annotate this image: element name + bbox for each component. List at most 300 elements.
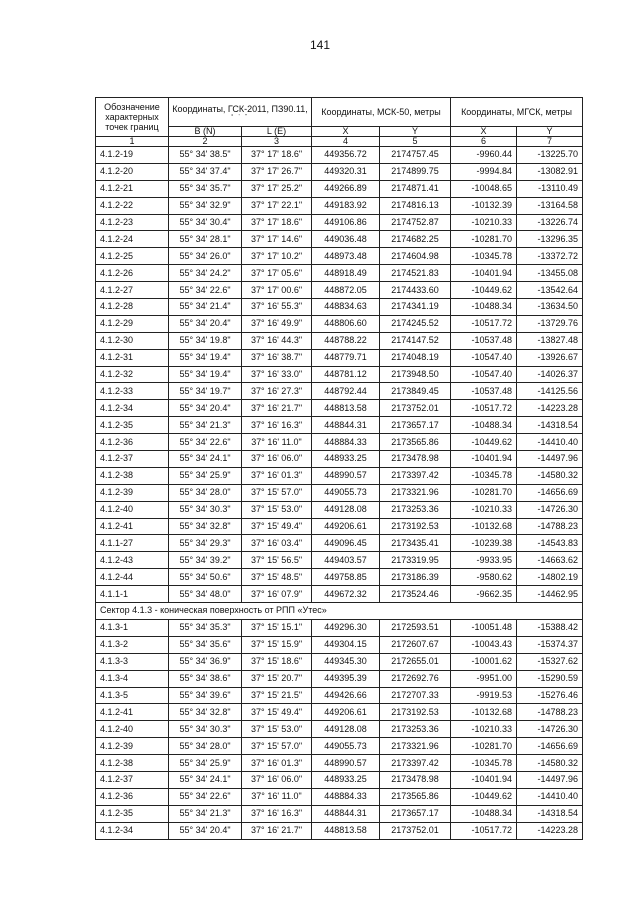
cell-y-msk: 2173192.53 bbox=[380, 704, 451, 721]
cell-x-mgsk: -9919.53 bbox=[451, 687, 517, 704]
cell-y-mgsk: -14580.32 bbox=[517, 467, 583, 484]
cell-y-mgsk: -13455.08 bbox=[517, 265, 583, 282]
header-subrow bbox=[96, 127, 583, 137]
header-number-row bbox=[96, 137, 583, 147]
header-num: 6 bbox=[451, 137, 517, 147]
table-row bbox=[96, 315, 583, 332]
coordinates-table bbox=[95, 97, 583, 840]
cell-point-id: 4.1.3-2 bbox=[96, 636, 169, 653]
cell-x-mgsk: -9662.35 bbox=[451, 586, 517, 603]
cell-longitude-l: 37° 16' 11.0" bbox=[242, 434, 312, 451]
cell-y-mgsk: -13082.91 bbox=[517, 163, 583, 180]
cell-x-mgsk: -10547.40 bbox=[451, 349, 517, 366]
cell-y-msk: 2173321.96 bbox=[380, 484, 451, 501]
cell-point-id: 4.1.2-29 bbox=[96, 315, 169, 332]
cell-x-mgsk: -10345.78 bbox=[451, 467, 517, 484]
cell-point-id: 4.1.2-41 bbox=[96, 704, 169, 721]
table-row bbox=[96, 535, 583, 552]
table-row bbox=[96, 805, 583, 822]
cell-y-msk: 2172593.51 bbox=[380, 619, 451, 636]
header-num: 4 bbox=[312, 137, 380, 147]
cell-longitude-l: 37° 16' 21.7" bbox=[242, 400, 312, 417]
cell-x-mgsk: -10001.62 bbox=[451, 653, 517, 670]
cell-y-msk: 2173253.36 bbox=[380, 721, 451, 738]
cell-longitude-l: 37° 15' 56.5" bbox=[242, 552, 312, 569]
table-row bbox=[96, 721, 583, 738]
cell-latitude-b: 55° 34' 32.8" bbox=[169, 518, 242, 535]
cell-y-mgsk: -14726.30 bbox=[517, 501, 583, 518]
cell-y-msk: 2173565.86 bbox=[380, 788, 451, 805]
cell-y-msk: 2174682.25 bbox=[380, 231, 451, 248]
section-row bbox=[96, 603, 583, 620]
header-gsk-label: Координаты, ГСК-2011, ПЗ90.11, bbox=[172, 104, 308, 114]
page-number: 141 bbox=[309, 38, 331, 52]
cell-point-id: 4.1.2-34 bbox=[96, 400, 169, 417]
cell-y-msk: 2172707.33 bbox=[380, 687, 451, 704]
cell-longitude-l: 37° 17' 22.1" bbox=[242, 197, 312, 214]
header-gsk-units: ° ' " bbox=[231, 114, 249, 120]
header-num: 7 bbox=[517, 137, 583, 147]
cell-y-msk: 2173752.01 bbox=[380, 400, 451, 417]
cell-point-id: 4.1.2-40 bbox=[96, 721, 169, 738]
cell-y-msk: 2173397.42 bbox=[380, 467, 451, 484]
cell-x-msk: 449055.73 bbox=[312, 484, 380, 501]
cell-x-mgsk: -10488.34 bbox=[451, 805, 517, 822]
cell-latitude-b: 55° 34' 29.3" bbox=[169, 535, 242, 552]
cell-point-id: 4.1.3-3 bbox=[96, 653, 169, 670]
cell-y-mgsk: -14026.37 bbox=[517, 366, 583, 383]
cell-point-id: 4.1.2-24 bbox=[96, 231, 169, 248]
cell-y-msk: 2173849.45 bbox=[380, 383, 451, 400]
cell-x-msk: 448884.33 bbox=[312, 788, 380, 805]
cell-x-mgsk: -10239.38 bbox=[451, 535, 517, 552]
cell-latitude-b: 55° 34' 19.4" bbox=[169, 349, 242, 366]
cell-latitude-b: 55° 34' 19.4" bbox=[169, 366, 242, 383]
cell-point-id: 4.1.1-1 bbox=[96, 586, 169, 603]
cell-y-mgsk: -14543.83 bbox=[517, 535, 583, 552]
cell-latitude-b: 55° 34' 24.1" bbox=[169, 771, 242, 788]
cell-x-mgsk: -10449.62 bbox=[451, 434, 517, 451]
cell-x-msk: 449758.85 bbox=[312, 569, 380, 586]
header-num: 1 bbox=[96, 137, 169, 147]
cell-x-mgsk: -10537.48 bbox=[451, 383, 517, 400]
header-mgsk: Координаты, МГСК, метры bbox=[451, 98, 583, 127]
cell-x-msk: 449106.86 bbox=[312, 214, 380, 231]
cell-point-id: 4.1.2-36 bbox=[96, 434, 169, 451]
cell-y-msk: 2173657.17 bbox=[380, 417, 451, 434]
cell-x-mgsk: -10517.72 bbox=[451, 315, 517, 332]
cell-y-mgsk: -13729.76 bbox=[517, 315, 583, 332]
cell-y-mgsk: -13226.74 bbox=[517, 214, 583, 231]
cell-x-msk: 449096.45 bbox=[312, 535, 380, 552]
cell-y-mgsk: -14223.28 bbox=[517, 822, 583, 839]
cell-latitude-b: 55° 34' 35.6" bbox=[169, 636, 242, 653]
table-row bbox=[96, 332, 583, 349]
cell-point-id: 4.1.1-27 bbox=[96, 535, 169, 552]
cell-longitude-l: 37° 16' 55.3" bbox=[242, 299, 312, 316]
cell-point-id: 4.1.2-44 bbox=[96, 569, 169, 586]
cell-point-id: 4.1.2-43 bbox=[96, 552, 169, 569]
cell-y-msk: 2173319.95 bbox=[380, 552, 451, 569]
cell-point-id: 4.1.2-31 bbox=[96, 349, 169, 366]
table-row bbox=[96, 738, 583, 755]
cell-y-msk: 2174048.19 bbox=[380, 349, 451, 366]
cell-longitude-l: 37° 16' 03.4" bbox=[242, 535, 312, 552]
cell-y-mgsk: -13110.49 bbox=[517, 180, 583, 197]
table-row bbox=[96, 248, 583, 265]
cell-y-msk: 2174816.13 bbox=[380, 197, 451, 214]
table-row bbox=[96, 451, 583, 468]
table-row bbox=[96, 366, 583, 383]
cell-y-mgsk: -15290.59 bbox=[517, 670, 583, 687]
table-row bbox=[96, 265, 583, 282]
cell-longitude-l: 37° 15' 49.4" bbox=[242, 518, 312, 535]
cell-x-msk: 448806.60 bbox=[312, 315, 380, 332]
cell-latitude-b: 55° 34' 39.6" bbox=[169, 687, 242, 704]
header-b: B (N) bbox=[169, 127, 242, 137]
cell-x-mgsk: -10345.78 bbox=[451, 755, 517, 772]
cell-longitude-l: 37° 16' 01.3" bbox=[242, 467, 312, 484]
cell-longitude-l: 37° 16' 44.3" bbox=[242, 332, 312, 349]
cell-x-mgsk: -10210.33 bbox=[451, 214, 517, 231]
cell-y-mgsk: -14656.69 bbox=[517, 738, 583, 755]
cell-x-msk: 448792.44 bbox=[312, 383, 380, 400]
cell-latitude-b: 55° 34' 50.6" bbox=[169, 569, 242, 586]
cell-latitude-b: 55° 34' 25.9" bbox=[169, 755, 242, 772]
cell-y-msk: 2174604.98 bbox=[380, 248, 451, 265]
table-row bbox=[96, 822, 583, 839]
cell-y-mgsk: -15327.62 bbox=[517, 653, 583, 670]
cell-point-id: 4.1.2-19 bbox=[96, 147, 169, 164]
cell-y-mgsk: -14788.23 bbox=[517, 704, 583, 721]
cell-point-id: 4.1.2-37 bbox=[96, 771, 169, 788]
cell-y-msk: 2173948.50 bbox=[380, 366, 451, 383]
cell-x-mgsk: -9951.00 bbox=[451, 670, 517, 687]
cell-latitude-b: 55° 34' 24.2" bbox=[169, 265, 242, 282]
cell-x-msk: 448781.12 bbox=[312, 366, 380, 383]
cell-latitude-b: 55° 34' 30.4" bbox=[169, 214, 242, 231]
cell-y-mgsk: -14410.40 bbox=[517, 434, 583, 451]
cell-y-mgsk: -15276.46 bbox=[517, 687, 583, 704]
cell-y-msk: 2174245.52 bbox=[380, 315, 451, 332]
cell-y-mgsk: -14497.96 bbox=[517, 771, 583, 788]
cell-latitude-b: 55° 34' 35.7" bbox=[169, 180, 242, 197]
cell-y-mgsk: -13372.72 bbox=[517, 248, 583, 265]
cell-longitude-l: 37° 15' 15.1" bbox=[242, 619, 312, 636]
cell-latitude-b: 55° 34' 24.1" bbox=[169, 451, 242, 468]
cell-x-msk: 448834.63 bbox=[312, 299, 380, 316]
cell-longitude-l: 37° 15' 53.0" bbox=[242, 721, 312, 738]
table-row bbox=[96, 484, 583, 501]
cell-point-id: 4.1.2-38 bbox=[96, 467, 169, 484]
cell-point-id: 4.1.2-35 bbox=[96, 805, 169, 822]
cell-x-mgsk: -10449.62 bbox=[451, 788, 517, 805]
cell-x-msk: 449183.92 bbox=[312, 197, 380, 214]
table-row bbox=[96, 670, 583, 687]
cell-y-mgsk: -14656.69 bbox=[517, 484, 583, 501]
cell-x-msk: 449395.39 bbox=[312, 670, 380, 687]
cell-x-mgsk: -9960.44 bbox=[451, 147, 517, 164]
cell-y-mgsk: -13225.70 bbox=[517, 147, 583, 164]
cell-x-msk: 448973.48 bbox=[312, 248, 380, 265]
cell-longitude-l: 37° 15' 48.5" bbox=[242, 569, 312, 586]
table-row bbox=[96, 569, 583, 586]
cell-x-mgsk: -10281.70 bbox=[451, 231, 517, 248]
cell-y-mgsk: -14223.28 bbox=[517, 400, 583, 417]
table-row bbox=[96, 619, 583, 636]
cell-longitude-l: 37° 16' 21.7" bbox=[242, 822, 312, 839]
cell-y-mgsk: -14318.54 bbox=[517, 805, 583, 822]
cell-point-id: 4.1.2-41 bbox=[96, 518, 169, 535]
cell-y-mgsk: -14802.19 bbox=[517, 569, 583, 586]
cell-x-mgsk: -10210.33 bbox=[451, 721, 517, 738]
cell-y-msk: 2174752.87 bbox=[380, 214, 451, 231]
cell-x-msk: 448872.05 bbox=[312, 282, 380, 299]
table-row bbox=[96, 349, 583, 366]
table-row bbox=[96, 163, 583, 180]
cell-y-msk: 2174899.75 bbox=[380, 163, 451, 180]
cell-x-mgsk: -9933.95 bbox=[451, 552, 517, 569]
cell-x-msk: 449206.61 bbox=[312, 518, 380, 535]
cell-point-id: 4.1.2-26 bbox=[96, 265, 169, 282]
cell-longitude-l: 37° 17' 14.6" bbox=[242, 231, 312, 248]
cell-x-msk: 448844.31 bbox=[312, 805, 380, 822]
cell-x-msk: 449403.57 bbox=[312, 552, 380, 569]
cell-x-msk: 449036.48 bbox=[312, 231, 380, 248]
cell-point-id: 4.1.2-28 bbox=[96, 299, 169, 316]
cell-x-msk: 448813.58 bbox=[312, 822, 380, 839]
cell-x-mgsk: -10488.34 bbox=[451, 299, 517, 316]
cell-latitude-b: 55° 34' 21.3" bbox=[169, 417, 242, 434]
cell-latitude-b: 55° 34' 28.0" bbox=[169, 484, 242, 501]
cell-latitude-b: 55° 34' 37.4" bbox=[169, 163, 242, 180]
cell-y-msk: 2172692.76 bbox=[380, 670, 451, 687]
cell-y-msk: 2172655.01 bbox=[380, 653, 451, 670]
cell-longitude-l: 37° 16' 38.7" bbox=[242, 349, 312, 366]
header-x-mgsk: X bbox=[451, 127, 517, 137]
header-num: 3 bbox=[242, 137, 312, 147]
cell-x-mgsk: -9580.62 bbox=[451, 569, 517, 586]
header-l: L (E) bbox=[242, 127, 312, 137]
cell-longitude-l: 37° 15' 21.5" bbox=[242, 687, 312, 704]
cell-point-id: 4.1.2-27 bbox=[96, 282, 169, 299]
section-label: Сектор 4.1.3 - коническая поверхность от РПП «Утес» bbox=[96, 603, 583, 620]
cell-x-msk: 448779.71 bbox=[312, 349, 380, 366]
cell-y-msk: 2173565.86 bbox=[380, 434, 451, 451]
table-row bbox=[96, 687, 583, 704]
table-row bbox=[96, 704, 583, 721]
cell-latitude-b: 55° 34' 26.0" bbox=[169, 248, 242, 265]
cell-x-mgsk: -10132.68 bbox=[451, 704, 517, 721]
cell-latitude-b: 55° 34' 21.3" bbox=[169, 805, 242, 822]
cell-latitude-b: 55° 34' 20.4" bbox=[169, 315, 242, 332]
cell-longitude-l: 37° 17' 26.7" bbox=[242, 163, 312, 180]
header-num: 5 bbox=[380, 137, 451, 147]
cell-y-msk: 2173186.39 bbox=[380, 569, 451, 586]
cell-longitude-l: 37° 15' 57.0" bbox=[242, 738, 312, 755]
cell-latitude-b: 55° 34' 20.4" bbox=[169, 400, 242, 417]
cell-point-id: 4.1.2-39 bbox=[96, 738, 169, 755]
cell-y-mgsk: -13827.48 bbox=[517, 332, 583, 349]
cell-x-msk: 449128.08 bbox=[312, 501, 380, 518]
table-row bbox=[96, 552, 583, 569]
cell-x-msk: 448788.22 bbox=[312, 332, 380, 349]
cell-point-id: 4.1.2-25 bbox=[96, 248, 169, 265]
cell-point-id: 4.1.2-36 bbox=[96, 788, 169, 805]
cell-latitude-b: 55° 34' 19.8" bbox=[169, 332, 242, 349]
cell-y-mgsk: -14410.40 bbox=[517, 788, 583, 805]
cell-longitude-l: 37° 16' 06.0" bbox=[242, 771, 312, 788]
cell-longitude-l: 37° 17' 10.2" bbox=[242, 248, 312, 265]
cell-latitude-b: 55° 34' 22.6" bbox=[169, 788, 242, 805]
table-row bbox=[96, 755, 583, 772]
cell-y-mgsk: -13164.58 bbox=[517, 197, 583, 214]
cell-y-msk: 2174433.60 bbox=[380, 282, 451, 299]
cell-latitude-b: 55° 34' 30.3" bbox=[169, 501, 242, 518]
cell-x-msk: 449304.15 bbox=[312, 636, 380, 653]
cell-y-mgsk: -14788.23 bbox=[517, 518, 583, 535]
table-row bbox=[96, 434, 583, 451]
cell-x-mgsk: -10132.39 bbox=[451, 197, 517, 214]
cell-x-mgsk: -10210.33 bbox=[451, 501, 517, 518]
cell-longitude-l: 37° 15' 57.0" bbox=[242, 484, 312, 501]
cell-x-mgsk: -10048.65 bbox=[451, 180, 517, 197]
cell-x-mgsk: -10345.78 bbox=[451, 248, 517, 265]
cell-latitude-b: 55° 34' 19.7" bbox=[169, 383, 242, 400]
table-row bbox=[96, 417, 583, 434]
cell-x-mgsk: -10488.34 bbox=[451, 417, 517, 434]
cell-x-mgsk: -9994.84 bbox=[451, 163, 517, 180]
cell-x-mgsk: -10401.94 bbox=[451, 265, 517, 282]
table-row bbox=[96, 501, 583, 518]
cell-x-msk: 449320.31 bbox=[312, 163, 380, 180]
cell-latitude-b: 55° 34' 22.6" bbox=[169, 434, 242, 451]
table-row bbox=[96, 788, 583, 805]
cell-x-mgsk: -10043.43 bbox=[451, 636, 517, 653]
header-point-name: Обозначение характерных точек границ bbox=[96, 98, 169, 137]
cell-point-id: 4.1.2-21 bbox=[96, 180, 169, 197]
table-row bbox=[96, 518, 583, 535]
cell-x-msk: 449345.30 bbox=[312, 653, 380, 670]
cell-y-msk: 2173657.17 bbox=[380, 805, 451, 822]
table-row bbox=[96, 299, 583, 316]
table-row bbox=[96, 180, 583, 197]
cell-latitude-b: 55° 34' 48.0" bbox=[169, 586, 242, 603]
cell-point-id: 4.1.2-34 bbox=[96, 822, 169, 839]
cell-latitude-b: 55° 34' 20.4" bbox=[169, 822, 242, 839]
header-gsk bbox=[169, 98, 312, 127]
cell-x-msk: 449426.66 bbox=[312, 687, 380, 704]
cell-y-msk: 2173524.46 bbox=[380, 586, 451, 603]
cell-y-msk: 2173192.53 bbox=[380, 518, 451, 535]
cell-x-mgsk: -10547.40 bbox=[451, 366, 517, 383]
cell-y-msk: 2173397.42 bbox=[380, 755, 451, 772]
table-row bbox=[96, 383, 583, 400]
cell-y-mgsk: -14663.62 bbox=[517, 552, 583, 569]
cell-y-msk: 2173478.98 bbox=[380, 451, 451, 468]
cell-longitude-l: 37° 16' 49.9" bbox=[242, 315, 312, 332]
cell-longitude-l: 37° 17' 25.2" bbox=[242, 180, 312, 197]
section-body bbox=[96, 603, 583, 620]
cell-longitude-l: 37° 16' 06.0" bbox=[242, 451, 312, 468]
cell-y-mgsk: -14318.54 bbox=[517, 417, 583, 434]
cell-longitude-l: 37° 15' 53.0" bbox=[242, 501, 312, 518]
cell-point-id: 4.1.2-39 bbox=[96, 484, 169, 501]
cell-x-msk: 449128.08 bbox=[312, 721, 380, 738]
cell-y-msk: 2173321.96 bbox=[380, 738, 451, 755]
table-row bbox=[96, 586, 583, 603]
cell-longitude-l: 37° 17' 00.6" bbox=[242, 282, 312, 299]
header-y-mgsk: Y bbox=[517, 127, 583, 137]
cell-point-id: 4.1.2-35 bbox=[96, 417, 169, 434]
cell-y-msk: 2174871.41 bbox=[380, 180, 451, 197]
cell-y-msk: 2174341.19 bbox=[380, 299, 451, 316]
cell-x-msk: 448884.33 bbox=[312, 434, 380, 451]
cell-x-mgsk: -10517.72 bbox=[451, 822, 517, 839]
header-msk: Координаты, МСК-50, метры bbox=[312, 98, 451, 127]
cell-longitude-l: 37° 16' 11.0" bbox=[242, 788, 312, 805]
header-row bbox=[96, 98, 583, 127]
cell-x-msk: 448918.49 bbox=[312, 265, 380, 282]
cell-longitude-l: 37° 15' 20.7" bbox=[242, 670, 312, 687]
cell-longitude-l: 37° 16' 07.9" bbox=[242, 586, 312, 603]
cell-latitude-b: 55° 34' 32.9" bbox=[169, 197, 242, 214]
cell-point-id: 4.1.2-23 bbox=[96, 214, 169, 231]
cell-y-msk: 2173478.98 bbox=[380, 771, 451, 788]
cell-y-mgsk: -14462.95 bbox=[517, 586, 583, 603]
cell-longitude-l: 37° 16' 01.3" bbox=[242, 755, 312, 772]
cell-y-msk: 2173752.01 bbox=[380, 822, 451, 839]
table-row bbox=[96, 147, 583, 164]
cell-x-msk: 449672.32 bbox=[312, 586, 380, 603]
cell-x-mgsk: -10051.48 bbox=[451, 619, 517, 636]
cell-x-mgsk: -10281.70 bbox=[451, 738, 517, 755]
table-body-a bbox=[96, 147, 583, 603]
cell-latitude-b: 55° 34' 36.9" bbox=[169, 653, 242, 670]
cell-longitude-l: 37° 16' 27.3" bbox=[242, 383, 312, 400]
cell-point-id: 4.1.2-32 bbox=[96, 366, 169, 383]
cell-x-mgsk: -10401.94 bbox=[451, 451, 517, 468]
cell-x-mgsk: -10537.48 bbox=[451, 332, 517, 349]
cell-x-msk: 448990.57 bbox=[312, 467, 380, 484]
cell-x-mgsk: -10401.94 bbox=[451, 771, 517, 788]
cell-longitude-l: 37° 17' 18.6" bbox=[242, 147, 312, 164]
cell-latitude-b: 55° 34' 30.3" bbox=[169, 721, 242, 738]
cell-x-mgsk: -10517.72 bbox=[451, 400, 517, 417]
cell-point-id: 4.1.2-33 bbox=[96, 383, 169, 400]
cell-x-msk: 449206.61 bbox=[312, 704, 380, 721]
cell-longitude-l: 37° 15' 15.9" bbox=[242, 636, 312, 653]
cell-y-msk: 2173435.41 bbox=[380, 535, 451, 552]
cell-point-id: 4.1.3-4 bbox=[96, 670, 169, 687]
table-row bbox=[96, 771, 583, 788]
cell-point-id: 4.1.3-5 bbox=[96, 687, 169, 704]
cell-latitude-b: 55° 34' 32.8" bbox=[169, 704, 242, 721]
cell-y-mgsk: -14497.96 bbox=[517, 451, 583, 468]
cell-longitude-l: 37° 17' 18.6" bbox=[242, 214, 312, 231]
cell-point-id: 4.1.3-1 bbox=[96, 619, 169, 636]
cell-y-msk: 2174757.45 bbox=[380, 147, 451, 164]
cell-point-id: 4.1.2-22 bbox=[96, 197, 169, 214]
cell-y-msk: 2173253.36 bbox=[380, 501, 451, 518]
cell-y-mgsk: -13926.67 bbox=[517, 349, 583, 366]
table-row bbox=[96, 653, 583, 670]
cell-point-id: 4.1.2-38 bbox=[96, 755, 169, 772]
cell-y-mgsk: -13542.64 bbox=[517, 282, 583, 299]
cell-longitude-l: 37° 15' 49.4" bbox=[242, 704, 312, 721]
table-row bbox=[96, 400, 583, 417]
cell-longitude-l: 37° 16' 16.3" bbox=[242, 417, 312, 434]
